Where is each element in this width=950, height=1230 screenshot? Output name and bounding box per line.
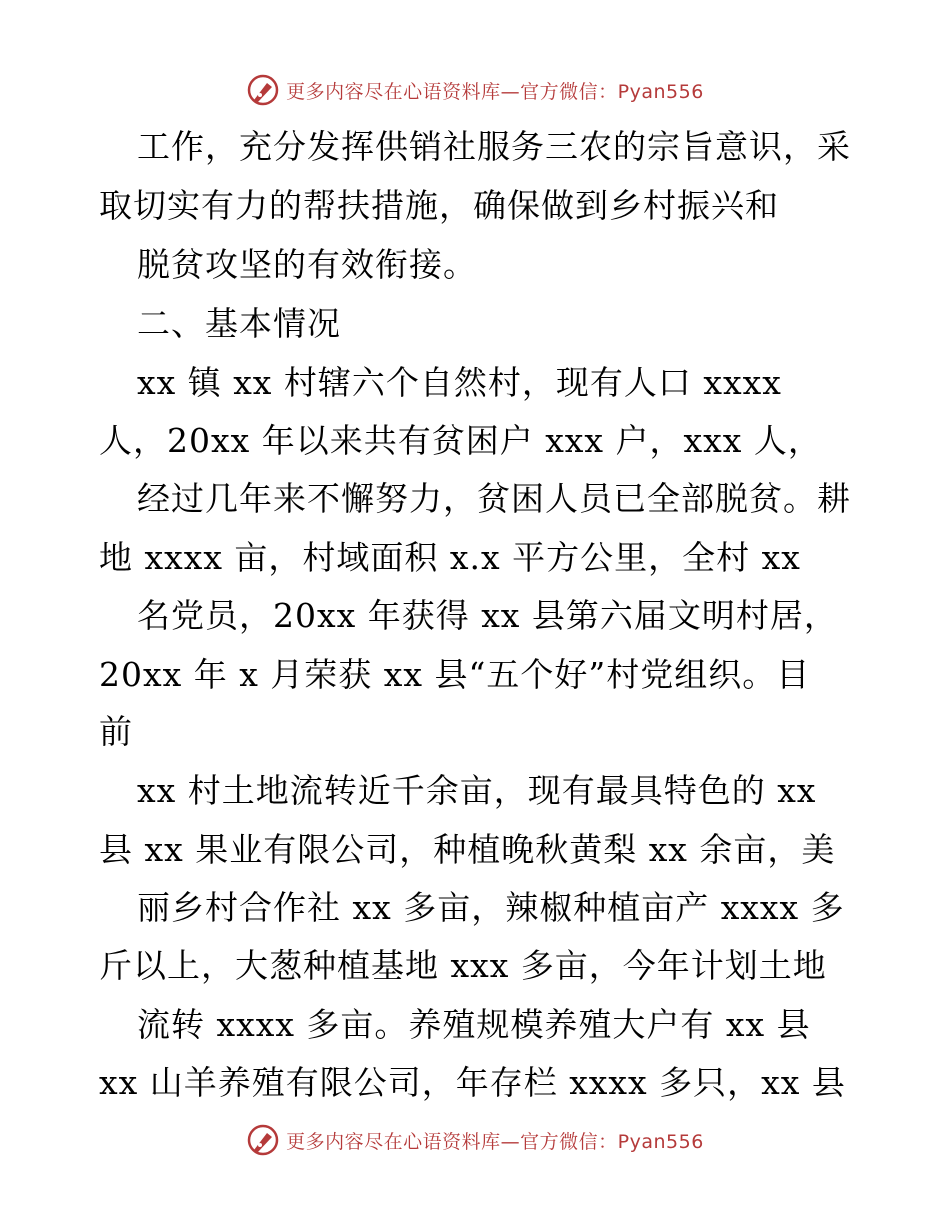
body-line: 县 xx 果业有限公司，种植晚秋黄梨 xx 余亩，美 — [99, 830, 836, 869]
section-heading: 二、基本情况 — [137, 304, 341, 343]
body-line: 名党员，20xx 年获得 xx 县第六届文明村居， — [137, 596, 838, 635]
watermark-text: 更多内容尽在心语资料库—官方微信：Pyan556 — [286, 1130, 704, 1153]
header-watermark — [0, 70, 950, 110]
body-line: 脱贫攻坚的有效衔接。 — [137, 245, 477, 284]
pen-nib-circle-icon — [246, 73, 280, 107]
body-line: xx 镇 xx 村辖六个自然村，现有人口 xxxx — [137, 363, 782, 402]
body-line: 前 — [99, 712, 133, 751]
body-line: 经过几年来不懈努力，贫困人员已全部脱贫。耕 — [137, 479, 851, 518]
body-line: 工作，充分发挥供销社服务三农的宗旨意识，采 — [137, 127, 851, 166]
body-line: xx 山羊养殖有限公司，年存栏 xxxx 多只，xx 县 — [99, 1063, 846, 1102]
watermark-text: 更多内容尽在心语资料库—官方微信：Pyan556 — [286, 80, 704, 103]
body-line: 地 xxxx 亩，村域面积 x.x 平方公里，全村 xx — [99, 538, 801, 577]
body-line: xx 村土地流转近千余亩，现有最具特色的 xx — [137, 771, 817, 810]
pen-nib-circle-icon — [246, 1123, 280, 1157]
body-line: 流转 xxxx 多亩。养殖规模养殖大户有 xx 县 — [137, 1005, 811, 1044]
body-line: 斤以上，大葱种植基地 xxx 多亩，今年计划土地 — [99, 946, 827, 985]
footer-watermark — [0, 1120, 950, 1160]
body-line: 取切实有力的帮扶措施，确保做到乡村振兴和 — [99, 186, 779, 225]
body-line: 20xx 年 x 月荣获 xx 县“五个好”村党组织。目 — [99, 655, 811, 694]
body-line: 人，20xx 年以来共有贫困户 xxx 户，xxx 人， — [99, 421, 822, 460]
body-line: 丽乡村合作社 xx 多亩，辣椒种植亩产 xxxx 多 — [137, 888, 845, 927]
